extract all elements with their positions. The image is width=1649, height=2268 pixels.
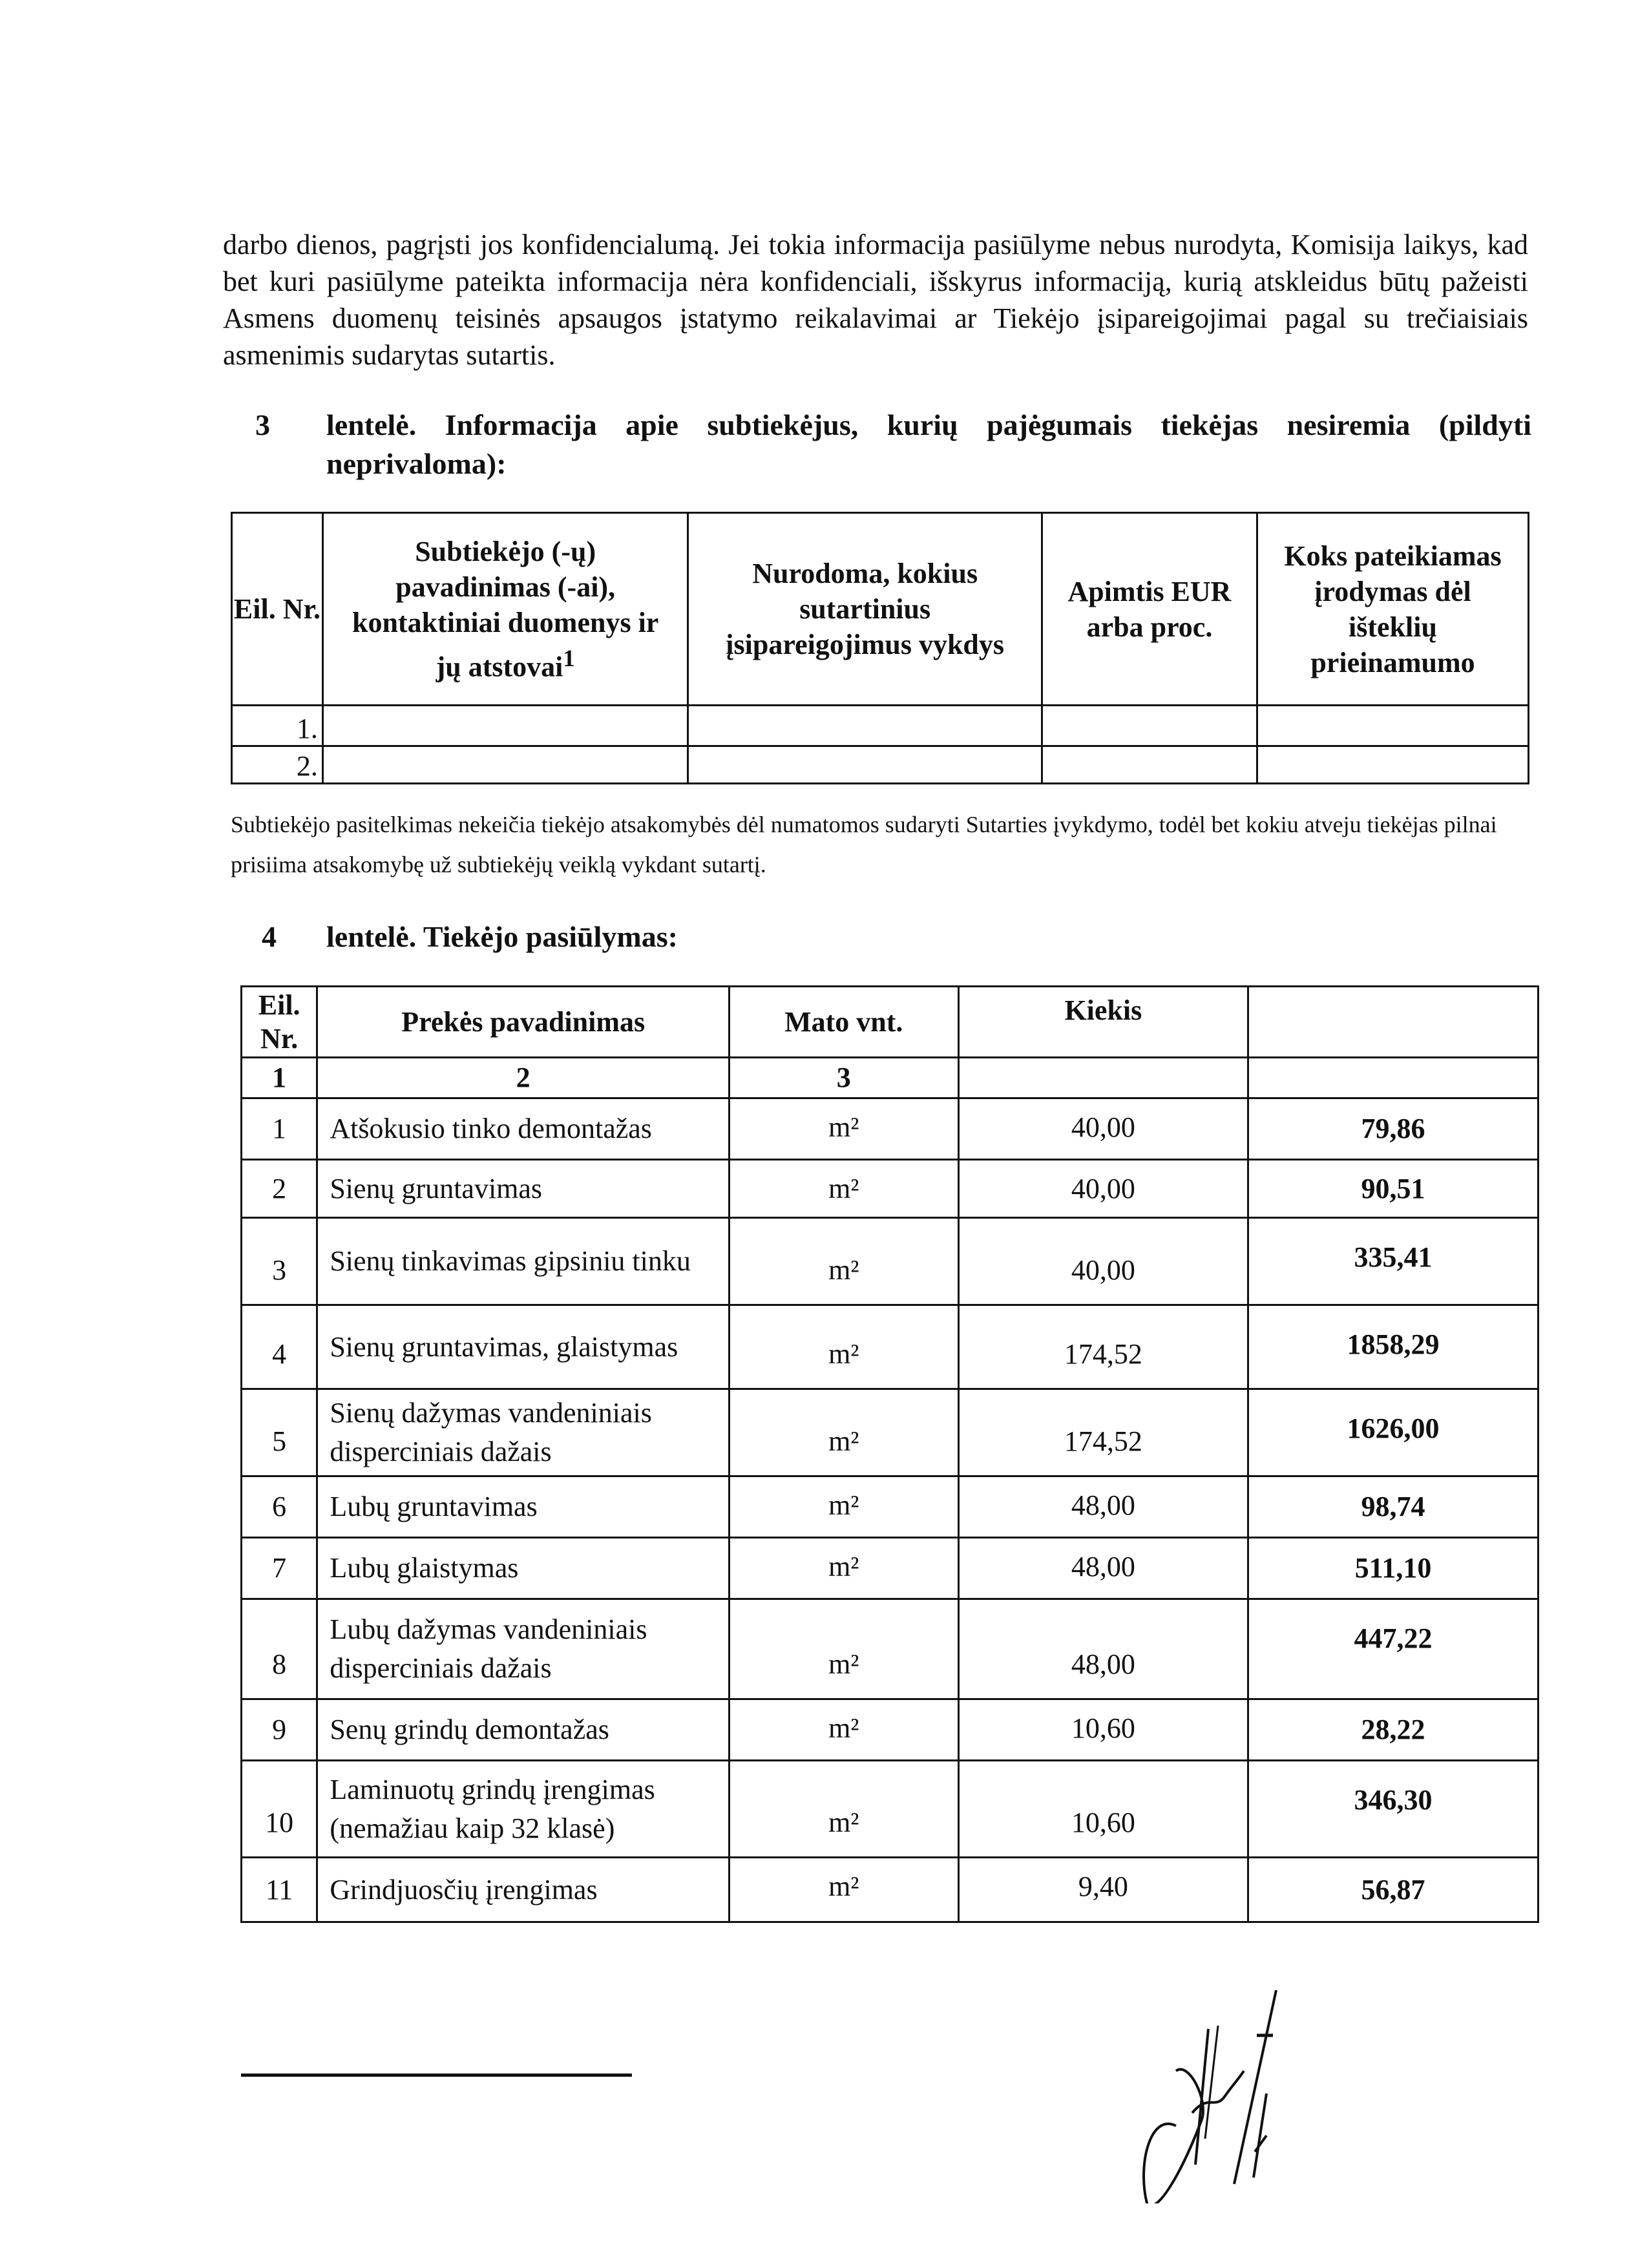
header-unit: Mato vnt. [730, 987, 959, 1058]
cell-quantity: 48,00 [958, 1538, 1248, 1599]
header-nr: Eil. Nr. [232, 513, 323, 706]
cell-scope[interactable] [1042, 746, 1257, 784]
table-header-row [232, 513, 1529, 706]
cell-unit: m² [730, 1761, 959, 1858]
cell-total: 56,87 [1248, 1858, 1539, 1922]
table4-caption-text: lentelė. Tiekėjo pasiūlymas: [326, 920, 678, 953]
table-row [242, 1476, 1539, 1538]
header-nr: Eil. Nr. [242, 987, 317, 1058]
header-proof: Koks pateikiamas įrodymas dėl išteklių prieinamumo [1257, 513, 1529, 706]
cell-total: 1858,29 [1248, 1305, 1539, 1389]
table-row [242, 1538, 1539, 1599]
cell-item-name: Senų grindų demontažas [317, 1699, 730, 1761]
cell-nr: 8 [242, 1599, 317, 1699]
table3-caption-text: lentelė. Informacija apie subtiekėjus, kurių pajėgumais tiekėjas nesiremia (pildyti neprivaloma): [326, 408, 1531, 480]
cell-quantity: 174,52 [958, 1305, 1248, 1389]
cell-obligations[interactable] [688, 746, 1042, 784]
cell-unit: m² [730, 1538, 959, 1599]
cell-item-name: Sienų gruntavimas [317, 1160, 730, 1218]
cell-nr: 2. [232, 746, 323, 784]
index-cell: 1 [242, 1058, 317, 1098]
cell-quantity: 48,00 [958, 1476, 1248, 1538]
cell-unit: m² [730, 1389, 959, 1476]
header-obligations: Nurodoma, kokius sutartinius įsipareigojimus vykdys [688, 513, 1042, 706]
cell-quantity: 9,40 [958, 1858, 1248, 1922]
table-row [232, 706, 1529, 746]
cell-unit: m² [730, 1160, 959, 1218]
table-row [242, 1305, 1539, 1389]
cell-nr: 5 [242, 1389, 317, 1476]
table-row [242, 1761, 1539, 1858]
cell-total: 28,22 [1248, 1699, 1539, 1761]
cell-unit: m² [730, 1476, 959, 1538]
cell-proof[interactable] [1257, 746, 1529, 784]
cell-unit: m² [730, 1599, 959, 1699]
cell-unit: m² [730, 1218, 959, 1305]
cell-item-name: Sienų gruntavimas, glaistymas [317, 1305, 730, 1389]
cell-unit: m² [730, 1098, 959, 1160]
cell-nr: 9 [242, 1699, 317, 1761]
table4-number: 4 [262, 920, 277, 953]
cell-total: 346,30 [1248, 1761, 1539, 1858]
table-row [242, 1599, 1539, 1699]
index-cell: 2 [317, 1058, 730, 1098]
cell-item-name: Sienų dažymas vandeniniais disperciniais dažais [317, 1389, 730, 1476]
table-row [242, 1098, 1539, 1160]
cell-quantity: 10,60 [958, 1699, 1248, 1761]
index-row [242, 1058, 1539, 1098]
table-row [242, 1699, 1539, 1761]
cell-quantity: 40,00 [958, 1160, 1248, 1218]
index-cell [958, 1058, 1248, 1098]
cell-unit: m² [730, 1858, 959, 1922]
header-subcontractor: Subtiekėjo (-ų) pavadinimas (-ai), kontaktiniai duomenys ir jų atstovai$^1$ [322, 513, 688, 706]
cell-total: 98,74 [1248, 1476, 1539, 1538]
cell-name[interactable] [322, 746, 688, 784]
offer-table [240, 985, 1539, 1923]
table-row [242, 1218, 1539, 1305]
cell-nr: 2 [242, 1160, 317, 1218]
table4-caption [220, 918, 678, 956]
cell-quantity: 48,00 [958, 1599, 1248, 1699]
cell-proof[interactable] [1257, 706, 1529, 746]
cell-item-name: Laminuotų grindų įrengimas (nemažiau kaip 32 klasė) [317, 1761, 730, 1858]
header-item-name: Prekės pavadinimas [317, 987, 730, 1058]
header-quantity: Kiekis [958, 987, 1248, 1058]
index-cell [1248, 1058, 1539, 1098]
cell-total: 511,10 [1248, 1538, 1539, 1599]
cell-total: 447,22 [1248, 1599, 1539, 1699]
cell-unit: m² [730, 1699, 959, 1761]
table-row [242, 1160, 1539, 1218]
signature-icon [1111, 1990, 1383, 2203]
table-row [242, 1858, 1539, 1922]
cell-item-name: Lubų gruntavimas [317, 1476, 730, 1538]
cell-name[interactable] [322, 706, 688, 746]
cell-total: 90,51 [1248, 1160, 1539, 1218]
cell-nr: 11 [242, 1858, 317, 1922]
table-header-row [242, 987, 1539, 1058]
cell-item-name: Lubų dažymas vandeniniais disperciniais dažais [317, 1599, 730, 1699]
cell-total: 79,86 [1248, 1098, 1539, 1160]
header-scope: Apimtis EUR arba proc. [1042, 513, 1257, 706]
cell-quantity: 40,00 [958, 1098, 1248, 1160]
table3-number: 3 [255, 408, 270, 441]
cell-nr: 1. [232, 706, 323, 746]
cell-obligations[interactable] [688, 706, 1042, 746]
cell-total: 1626,00 [1248, 1389, 1539, 1476]
cell-unit: m² [730, 1305, 959, 1389]
cell-quantity: 174,52 [958, 1389, 1248, 1476]
cell-item-name: Sienų tinkavimas gipsiniu tinku [317, 1218, 730, 1305]
cell-nr: 10 [242, 1761, 317, 1858]
cell-quantity: 10,60 [958, 1761, 1248, 1858]
table3-caption [220, 406, 1531, 483]
cell-item-name: Lubų glaistymas [317, 1538, 730, 1599]
cell-item-name: Grindjuosčių įrengimas [317, 1858, 730, 1922]
index-cell: 3 [730, 1058, 959, 1098]
cell-nr: 3 [242, 1218, 317, 1305]
cell-total: 335,41 [1248, 1218, 1539, 1305]
cell-nr: 7 [242, 1538, 317, 1599]
cell-quantity: 40,00 [958, 1218, 1248, 1305]
cell-item-name: Atšokusio tinko demontažas [317, 1098, 730, 1160]
subcontractors-table [231, 512, 1529, 784]
table-row [232, 746, 1529, 784]
cell-scope[interactable] [1042, 706, 1257, 746]
cell-nr: 1 [242, 1098, 317, 1160]
subcontractor-note: Subtiekėjo pasitelkimas nekeičia tiekėjo atsakomybės dėl numatomos sudaryti Sutarties įvykdymo, todėl bet kokiu atveju tiekėjas pilnai prisiima atsakomybę už subtiekėjų veiklą vykdant sutartį. [231, 812, 1497, 877]
header-total [1248, 987, 1539, 1058]
table-row [242, 1389, 1539, 1476]
footnote-separator-line [241, 2074, 632, 2077]
cell-nr: 4 [242, 1305, 317, 1389]
cell-nr: 6 [242, 1476, 317, 1538]
intro-paragraph: darbo dienos, pagrįsti jos konfidencialumą. Jei tokia informacija pasiūlyme nebus nurodyta, Komisija laikys, kad bet kuri pasiūlyme pateikta informacija nėra konfidenciali, išskyrus informaciją, kurią atskleidus būtų pažeisti Asmens duomenų teisinės apsaugos įstatymo reikalavimai ar Tiekėjo įsipareigojimai pagal su trečiaisiais asmenimis sudarytas sutartis. [223, 229, 1528, 371]
